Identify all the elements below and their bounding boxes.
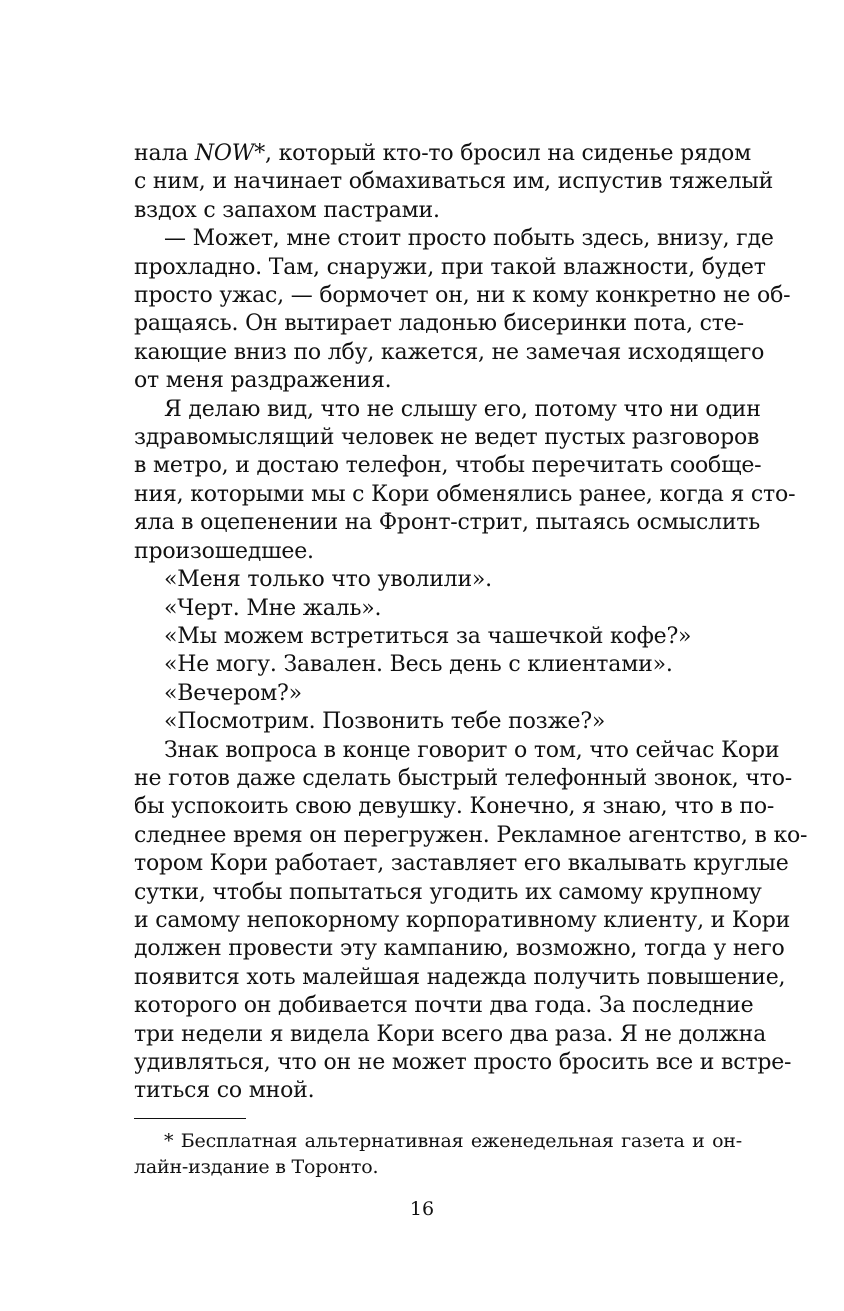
paragraph (134, 140, 774, 225)
text-line: появится хоть малейшая надежда получить повышение, (134, 964, 786, 990)
message-quote (134, 708, 742, 736)
text-line: «Вечером?» (164, 680, 302, 706)
text-line: Знак вопроса в конце говорит о том, что сейчас Кори (164, 737, 780, 763)
text-line: которого он добивается почти два года. За последние (134, 993, 754, 1019)
text-line: «Не могу. Завален. Весь день с клиентами». (164, 652, 673, 678)
text-line: ращаясь. Он вытирает ладонью бисеринки пота, сте- (134, 311, 744, 337)
text-line: прохладно. Там, снаружи, при такой влажности, будет (134, 254, 766, 280)
text-line: следнее время он перегружен. Рекламное агентство, в ко- (134, 822, 808, 848)
text-line: с ним, и начинает обмахиваться им, испустив тяжелый (134, 169, 774, 195)
text-line: в метро, и достаю телефон, чтобы перечитать сообще- (134, 453, 762, 479)
message-quote (134, 680, 742, 708)
footnote-divider (134, 1118, 246, 1119)
page-number: 16 (409, 1198, 435, 1220)
text-line: просто ужас, — бормочет он, ни к кому конкретно не об- (134, 283, 791, 309)
page-body (134, 140, 808, 1106)
text-line: титься со мной. (134, 1078, 315, 1104)
text-line: удивляться, что он не может просто бросить все и встре- (134, 1050, 792, 1075)
text-line: не готов даже сделать быстрый телефонный звонок, что- (134, 765, 792, 791)
paragraph (134, 225, 791, 395)
text-line: «Черт. Мне жаль». (164, 595, 382, 621)
text-line: три недели я видела Кори всего два раза. Я не должна (134, 1021, 767, 1047)
paragraph (134, 737, 808, 1106)
text-line: произошедшее. (134, 538, 314, 564)
message-quote (134, 623, 742, 651)
text-line: «Посмотрим. Позвонить тебе позже?» (164, 709, 606, 735)
text-line: Я делаю вид, что не слышу его, потому что ни один (164, 396, 761, 422)
text-line: вздох с запахом пастрами. (134, 197, 440, 223)
text-line: «Мы можем встретиться за чашечкой кофе?» (164, 623, 692, 649)
text-line: яла в оцепенении на Фронт-стрит, пытаясь осмыслить (134, 510, 761, 536)
text-line: тором Кори работает, заставляет его вкалывать круглые (134, 851, 789, 877)
text-line: сутки, чтобы попытаться угодить их самому крупному (134, 879, 762, 905)
text-line: — Может, мне стоит просто побыть здесь, внизу, где (164, 226, 774, 252)
text-line: от меня раздражения. (134, 368, 392, 394)
paragraph (134, 396, 796, 566)
text-line: кающие вниз по лбу, кажется, не замечая исходящего (134, 339, 765, 365)
text-line: бы успокоить свою девушку. Конечно, я знаю, что в по- (134, 794, 775, 820)
text-line: ния, которыми мы с Кори обменялись ранее, когда я сто- (134, 481, 796, 507)
footnote-line: * Бесплатная альтернативная еженедельная газета и он- (164, 1130, 742, 1152)
message-quote (134, 566, 742, 594)
publication-name: NOW (194, 141, 255, 166)
text-line: «Меня только что уволили». (164, 567, 492, 593)
text-line: должен провести эту кампанию, возможно, тогда у него (134, 936, 785, 962)
text-line: здравомыслящий человек не ведет пустых разговоров (134, 425, 760, 451)
footnote-line: лайн-издание в Торонто. (134, 1156, 379, 1178)
text-line: и самому непокорному корпоративному клиенту, и Кори (134, 907, 791, 933)
message-quote (134, 595, 742, 623)
text-line: нала NOW*, который кто-то бросил на сиденье рядом (134, 141, 752, 166)
message-quote (134, 651, 742, 679)
footnote (134, 1128, 742, 1180)
